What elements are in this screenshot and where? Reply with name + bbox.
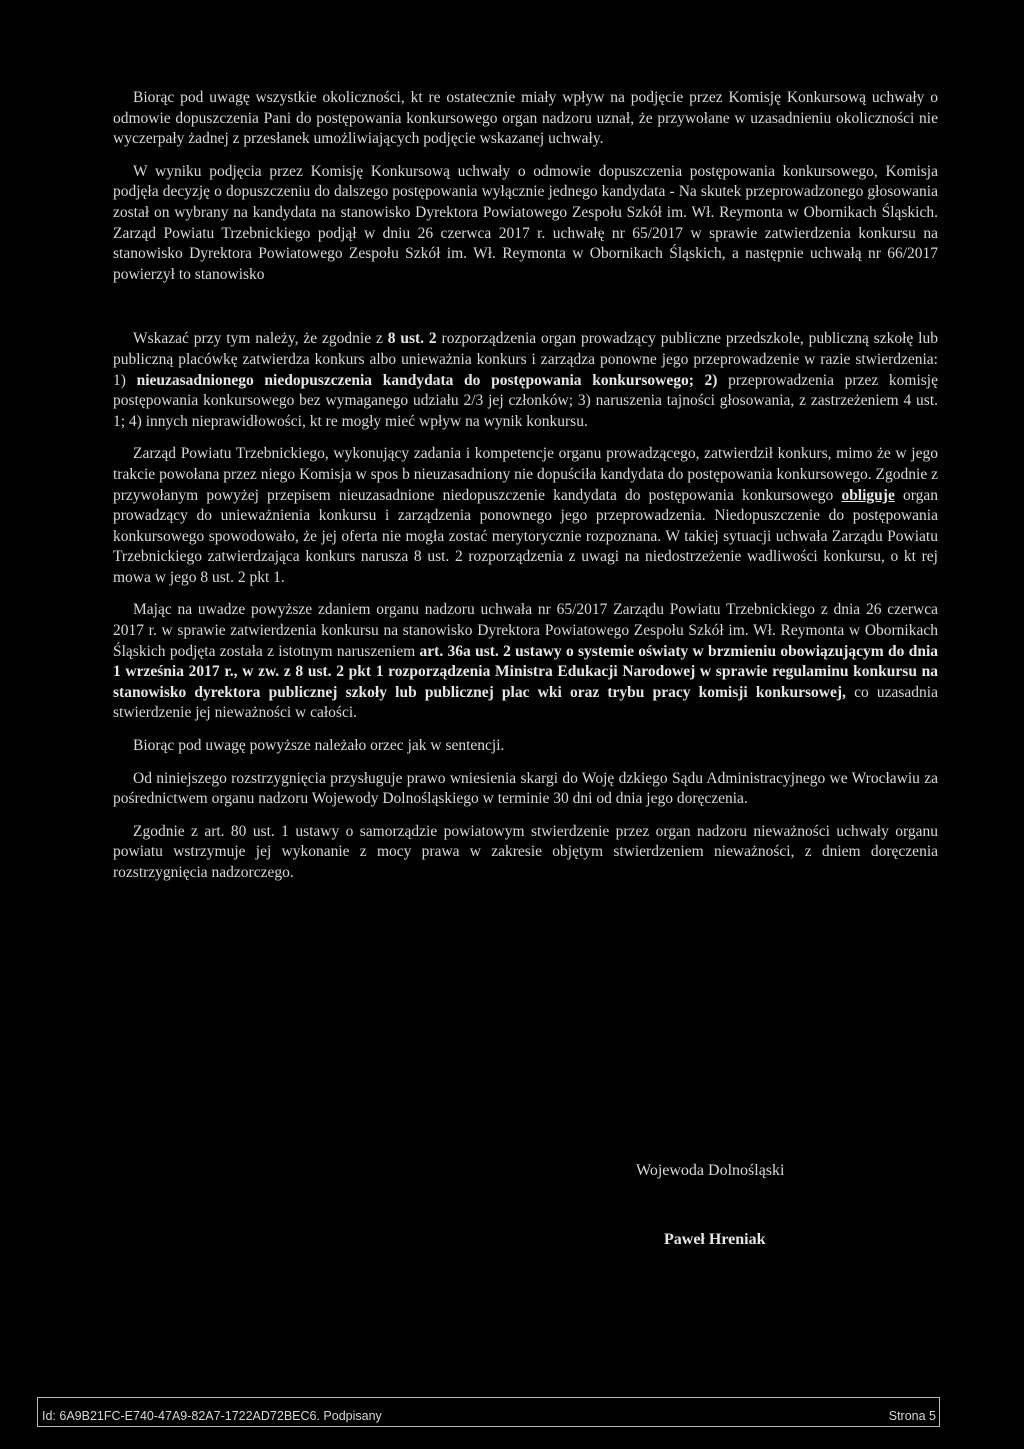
paragraph-1: Biorąc pod uwagę wszystkie okoliczności, kt re ostatecznie miały wpływ na podjęcie przez Komisję Konkursową uchwały o odmowie dopuszczenia Pani do postępowania konkursowego organ nadzoru uznał, że przywołane w uzasadnieniu okoliczności nie wyczerpały żadnej z przesłanek umożliwiających podjęcie wskazanej uchwały.: [113, 89, 938, 148]
footer: [37, 1397, 940, 1427]
paragraph-4: [113, 444, 938, 588]
paragraph-3-bold-2: nieuzasadnionego niedopuszczenia kandydata do postępowania konkursowego; 2): [136, 371, 718, 389]
signature-name: Paweł Hreniak: [664, 1231, 766, 1248]
paragraph-3-text-2: rozporządzenia organ prowadzący publiczne przedszkole, publiczną szkołę lub publiczną placówkę zatwierdza konkurs albo unieważnia konkurs i zarządza ponowne jego przeprowadzenie w razie stwierdzenia: 1): [113, 330, 938, 389]
paragraph-3-bold-1: 8 ust. 2: [387, 330, 437, 348]
paragraph-6: Biorąc pod uwagę powyższe należało orzec jak w sentencji.: [133, 737, 505, 755]
paragraph-4-text-1: Zarząd Powiatu Trzebnickiego, wykonujący zadania i kompetencje organu prowadzącego, zatwierdził konkurs, mimo że w jego trakcie powołana przez niego Komisja w spos b nieuzasadniony nie dopuściła kandydata do postępowania konkursowego. Zgodnie z przywołanym powyżej przepisem nieuzasadnione niedopuszczenie kandydata do postępowania konkursowego: [113, 445, 938, 504]
paragraph-5-text-1: Mając na uwadze powyższe zdaniem organu nadzoru uchwała nr 65/2017 Zarządu Powiatu Trzebnickiego z dnia 26 czerwca 2017 r. w sprawie zatwierdzenia konkursu na stanowisko Dyrektora Powiatowego Zespołu Szkół im. Wł. Reymonta w Obornikach Śląskich podjęta została z istotnym naruszeniem: [113, 601, 938, 660]
signature-title: Wojewoda Dolnośląski: [636, 1162, 785, 1179]
paragraph-5-text-2: co uzasadnia stwierdzenie jej nieważności w całości.: [113, 683, 938, 722]
paragraph-2: W wyniku podjęcia przez Komisję Konkursową uchwały o odmowie dopuszczenia postępowania konkursowego, Komisja podjęła decyzję o dopuszczeniu do dalszego postępowania wyłącznie jednego kandydata - Na skutek przeprowadzonego głosowania został on wybrany na kandydata na stanowisko Dyrektora Powiatowego Zespołu Szkół im. Wł. Reymonta w Obornikach Śląskich. Zarząd Powiatu Trzebnickiego podjął w dniu 26 czerwca 2017 r. uchwałę nr 65/2017 w sprawie zatwierdzenia konkursu na stanowisko Dyrektora Powiatowego Zespołu Szkół im. Wł. Reymonta w Obornikach Śląskich, a następnie uchwałą nr 66/2017 powierzył to stanowisko: [113, 162, 938, 283]
paragraph-3-text-1: Wskazać przy tym należy, że zgodnie z: [133, 330, 388, 348]
paragraph-3: [113, 329, 938, 432]
footer-document-id: Id: 6A9B21FC-E740-47A9-82A7-1722AD72BEC6. Podpisany: [42, 1409, 382, 1423]
paragraph-8: Zgodnie z art. 80 ust. 1 ustawy o samorządzie powiatowym stwierdzenie przez organ nadzoru nieważności uchwały organu powiatu wstrzymuje jej wykonanie z mocy prawa w zakresie objętym stwierdzeniem nieważności, z dniem doręczenia rozstrzygnięcia nadzorczego.: [113, 822, 938, 881]
paragraph-3-text-3: przeprowadzenia przez komisję postępowania konkursowego bez wymaganego udziału 2/3 jej członków; 3) naruszenia tajności głosowania, z zastrzeżeniem 4 ust. 1; 4) innych nieprawidłowości, kt re mogły mieć wpływ na wynik konkursu.: [113, 371, 938, 430]
paragraph-4-underlined: obliguje: [841, 486, 895, 504]
paragraph-5: [113, 600, 938, 724]
paragraph-5-bold: art. 36a ust. 2 ustawy o systemie oświaty w brzmieniu obowiązującym do dnia 1 września 2017 r., w zw. z 8 ust. 2 pkt 1 rozporządzenia Ministra Edukacji Narodowej w sprawie regulaminu konkursu na stanowisko dyrektora publicznej szkoły lub publicznej plac wki oraz trybu pracy komisji konkursowej,: [113, 642, 938, 701]
paragraph-7: Od niniejszego rozstrzygnięcia przysługuje prawo wniesienia skargi do Woję dzkiego Sądu Administracyjnego we Wrocławiu za pośrednictwem organu nadzoru Wojewody Dolnośląskiego w terminie 30 dni od dnia jego doręczenia.: [113, 769, 938, 808]
paragraph-4-text-2: organ prowadzący do unieważnienia konkursu i zarządzenia ponownego jego przeprowadzenia. Niedopuszczenie do postępowania konkursowego spowodowało, że jej oferta nie mogła zostać merytorycznie rozpoznana. W takiej sytuacji uchwała Zarządu Powiatu Trzebnickiego zatwierdzająca konkurs narusza 8 ust. 2 rozporządzenia z uwagi na niedostrzeżenie wadliwości konkursu, o kt rej mowa w jego 8 ust. 2 pkt 1.: [113, 486, 939, 586]
document-body: [113, 88, 938, 884]
footer-page-number: Strona 5: [888, 1409, 936, 1423]
